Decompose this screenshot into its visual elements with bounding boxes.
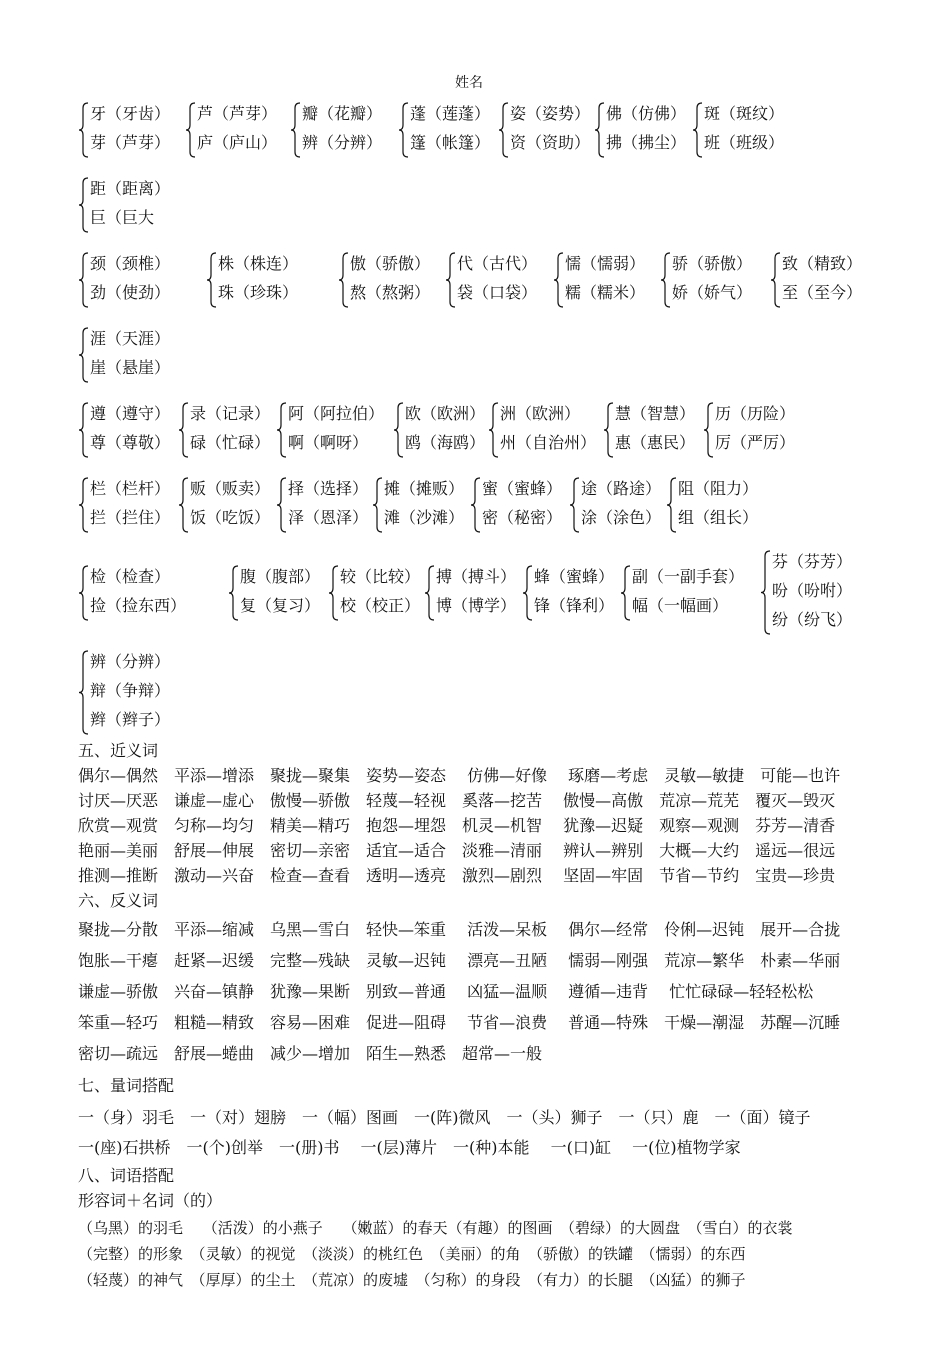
char-group-line: 腹（腹部） bbox=[240, 567, 321, 586]
char-group-line: 拂（拂尘） bbox=[606, 133, 687, 152]
char-group-line: 州（自治州） bbox=[500, 433, 597, 452]
brace-icon bbox=[372, 476, 384, 534]
section-antonyms-title: 六、反义词 bbox=[78, 891, 159, 910]
brace-icon bbox=[78, 176, 90, 234]
brace-icon bbox=[78, 564, 90, 622]
char-group-line: 较（比较） bbox=[340, 567, 421, 586]
brace-icon bbox=[703, 401, 715, 459]
char-group-line: 代（古代） bbox=[457, 254, 538, 273]
section-measure-words-title: 七、量词搭配 bbox=[78, 1076, 175, 1095]
char-group-line: 姿（姿势） bbox=[510, 104, 591, 123]
char-group-line: 熬（熬粥） bbox=[350, 283, 431, 302]
char-group-line: 副（一副手套） bbox=[632, 567, 745, 586]
antonym-line: 饱胀—干瘪 赶紧—迟缓 完整—残缺 灵敏—迟钝 漂亮—丑陋 懦弱—刚强 荒凉—繁华 朴素—华丽 bbox=[78, 951, 841, 970]
char-group-line: 斑（斑纹） bbox=[704, 104, 785, 123]
char-group-line: 厉（严厉） bbox=[715, 433, 796, 452]
char-group-line: 袋（口袋） bbox=[457, 283, 538, 302]
char-group-line: 辫（辫子） bbox=[90, 710, 171, 729]
char-group-line: 劲（使劲） bbox=[90, 283, 171, 302]
char-group-line: 碌（忙碌） bbox=[190, 433, 271, 452]
char-group-line: 贩（贩卖） bbox=[190, 479, 271, 498]
char-group-line: 糯（糯米） bbox=[565, 283, 646, 302]
char-group-line: 崖（悬崖） bbox=[90, 358, 171, 377]
char-group-line: 密（秘密） bbox=[482, 508, 563, 527]
measure-word-line: 一(座)石拱桥 一(个)创举 一(册)书 一(层)薄片 一(种)本能 一(口)缸 一(位)植物学家 bbox=[78, 1138, 741, 1157]
char-group-line: 欧（欧洲） bbox=[405, 404, 486, 423]
char-group-line: 庐（庐山） bbox=[197, 133, 278, 152]
char-group-line: 检（检查） bbox=[90, 567, 171, 586]
char-group-line: 篷（帐篷） bbox=[410, 133, 491, 152]
brace-icon bbox=[393, 401, 405, 459]
char-group-line: 芬（芬芳） bbox=[772, 552, 853, 571]
char-group-line: 芦（芦芽） bbox=[197, 104, 278, 123]
char-group-line: 组（组长） bbox=[678, 508, 759, 527]
section-collocations-title: 八、词语搭配 bbox=[78, 1166, 175, 1185]
char-group-line: 择（选择） bbox=[288, 479, 369, 498]
char-group-line: 遵（遵守） bbox=[90, 404, 171, 423]
char-group-line: 距（距离） bbox=[90, 179, 171, 198]
brace-icon bbox=[398, 101, 410, 159]
brace-icon bbox=[470, 476, 482, 534]
brace-icon bbox=[666, 476, 678, 534]
char-group-line: 啊（啊呀） bbox=[288, 433, 369, 452]
char-group-line: 博（博学） bbox=[436, 596, 517, 615]
char-group-line: 拦（拦住） bbox=[90, 508, 171, 527]
char-group-line: 涂（涂色） bbox=[581, 508, 662, 527]
char-group-line: 蜜（蜜蜂） bbox=[482, 479, 563, 498]
char-group-line: 蜂（蜜蜂） bbox=[534, 567, 615, 586]
char-group-line: 娇（娇气） bbox=[672, 283, 753, 302]
synonym-line: 偶尔—偶然 平添—增添 聚拢—聚集 姿势—姿态 仿佛—好像 琢磨—考虑 灵敏—敏捷 可能—也许 bbox=[78, 766, 841, 785]
synonym-line: 艳丽—美丽 舒展—伸展 密切—亲密 适宜—适合 淡雅—清丽 辨认—辨别 大概—大约 遥远—很远 bbox=[78, 841, 836, 860]
brace-icon bbox=[445, 251, 457, 309]
char-group-line: 辨（分辨） bbox=[302, 133, 383, 152]
brace-icon bbox=[78, 101, 90, 159]
brace-icon bbox=[276, 401, 288, 459]
char-group-line: 惠（惠民） bbox=[615, 433, 696, 452]
char-group-line: 蓬（莲蓬） bbox=[410, 104, 491, 123]
brace-icon bbox=[178, 476, 190, 534]
char-group-line: 饭（吃饭） bbox=[190, 508, 271, 527]
brace-icon bbox=[760, 549, 772, 636]
char-group-line: 颈（颈椎） bbox=[90, 254, 171, 273]
char-group-line: 捡（捡东西） bbox=[90, 596, 187, 615]
char-group-line: 傲（骄傲） bbox=[350, 254, 431, 273]
brace-icon bbox=[290, 101, 302, 159]
char-group-line: 至（至今） bbox=[782, 283, 863, 302]
measure-word-line: 一（身）羽毛 一（对）翅膀 一（幅）图画 一(阵)微风 一（头）狮子 一（只）鹿 一（面）镜子 bbox=[78, 1108, 811, 1127]
char-group-line: 佛（仿佛） bbox=[606, 104, 687, 123]
char-group-line: 巨（巨大 bbox=[90, 208, 155, 227]
char-group-line: 纷（纷飞） bbox=[772, 610, 853, 629]
char-group-line: 慧（智慧） bbox=[615, 404, 696, 423]
brace-icon bbox=[78, 649, 90, 736]
brace-icon bbox=[228, 564, 240, 622]
collocation-line: （轻蔑）的神气 （厚厚）的尘土 （荒凉）的废墟 （匀称）的身段 （有力）的长腿 （凶猛）的狮子 bbox=[78, 1271, 746, 1289]
char-group-line: 栏（栏杆） bbox=[90, 479, 171, 498]
char-group-line: 懦（懦弱） bbox=[565, 254, 646, 273]
brace-icon bbox=[185, 101, 197, 159]
brace-icon bbox=[620, 564, 632, 622]
char-group-line: 校（校正） bbox=[340, 596, 421, 615]
brace-icon bbox=[78, 476, 90, 534]
synonym-line: 讨厌—厌恶 谦虚—虚心 傲慢—骄傲 轻蔑—轻视 奚落—挖苦 傲慢—高傲 荒凉—荒芜 覆灭—毁灭 bbox=[78, 791, 836, 810]
brace-icon bbox=[553, 251, 565, 309]
brace-icon bbox=[498, 101, 510, 159]
brace-icon bbox=[78, 401, 90, 459]
antonym-line: 聚拢—分散 平添—缩减 乌黑—雪白 轻快—笨重 活泼—呆板 偶尔—经常 伶俐—迟钝 展开—合拢 bbox=[78, 920, 841, 939]
char-group-line: 骄（骄傲） bbox=[672, 254, 753, 273]
char-group-line: 泽（恩泽） bbox=[288, 508, 369, 527]
char-group-line: 滩（沙滩） bbox=[384, 508, 465, 527]
brace-icon bbox=[660, 251, 672, 309]
brace-icon bbox=[594, 101, 606, 159]
char-group-line: 辨（分辨） bbox=[90, 652, 171, 671]
brace-icon bbox=[770, 251, 782, 309]
collocation-line: （完整）的形象 （灵敏）的视觉 （淡淡）的桃红色 （美丽）的角 （骄傲）的铁罐 （懦弱）的东西 bbox=[78, 1245, 746, 1263]
char-group-line: 涯（天涯） bbox=[90, 329, 171, 348]
char-group-line: 摊（摊贩） bbox=[384, 479, 465, 498]
char-group-line: 阻（阻力） bbox=[678, 479, 759, 498]
antonym-line: 笨重—轻巧 粗糙—精致 容易—困难 促进—阻碍 节省—浪费 普通—特殊 干燥—潮湿 苏醒—沉睡 bbox=[78, 1013, 841, 1032]
char-group-line: 吩（吩咐） bbox=[772, 581, 853, 600]
brace-icon bbox=[338, 251, 350, 309]
char-group-line: 洲（欧洲） bbox=[500, 404, 581, 423]
char-group-line: 班（班级） bbox=[704, 133, 785, 152]
char-group-line: 途（路途） bbox=[581, 479, 662, 498]
char-group-line: 阿（阿拉伯） bbox=[288, 404, 385, 423]
char-group-line: 牙（牙齿） bbox=[90, 104, 171, 123]
brace-icon bbox=[276, 476, 288, 534]
char-group-line: 芽（芦芽） bbox=[90, 133, 171, 152]
char-group-line: 幅（一幅画） bbox=[632, 596, 729, 615]
name-label: 姓名 bbox=[455, 75, 483, 91]
brace-icon bbox=[78, 251, 90, 309]
synonym-line: 欣赏—观赏 匀称—均匀 精美—精巧 抱怨—埋怨 机灵—机智 犹豫—迟疑 观察—观测 芬芳—清香 bbox=[78, 816, 836, 835]
section-synonyms-title: 五、近义词 bbox=[78, 741, 159, 760]
char-group-line: 致（精致） bbox=[782, 254, 863, 273]
char-group-line: 瓣（花瓣） bbox=[302, 104, 383, 123]
brace-icon bbox=[603, 401, 615, 459]
synonym-line: 推测—推断 激动—兴奋 检查—查看 透明—透亮 激烈—剧烈 坚固—牢固 节省—节约 宝贵—珍贵 bbox=[78, 866, 836, 885]
brace-icon bbox=[569, 476, 581, 534]
char-group-line: 锋（锋利） bbox=[534, 596, 615, 615]
collocations-subtitle: 形容词＋名词（的） bbox=[78, 1191, 223, 1210]
char-group-line: 尊（尊敬） bbox=[90, 433, 171, 452]
brace-icon bbox=[178, 401, 190, 459]
char-group-line: 资（资助） bbox=[510, 133, 591, 152]
brace-icon bbox=[522, 564, 534, 622]
char-group-line: 历（历险） bbox=[715, 404, 796, 423]
brace-icon bbox=[78, 326, 90, 384]
char-group-line: 录（记录） bbox=[190, 404, 271, 423]
char-group-line: 搏（搏斗） bbox=[436, 567, 517, 586]
antonym-line: 谦虚—骄傲 兴奋—镇静 犹豫—果断 别致—普通 凶猛—温顺 遵循—违背 忙忙碌碌—轻轻松松 bbox=[78, 982, 814, 1001]
char-group-line: 辩（争辩） bbox=[90, 681, 171, 700]
brace-icon bbox=[488, 401, 500, 459]
brace-icon bbox=[328, 564, 340, 622]
collocation-line: （乌黑）的羽毛 （活泼）的小燕子 （嫩蓝）的春天（有趣）的图画 （碧绿）的大圆盘 （雪白）的衣裳 bbox=[78, 1219, 793, 1237]
brace-icon bbox=[692, 101, 704, 159]
char-group-line: 鸥（海鸥） bbox=[405, 433, 486, 452]
char-group-line: 珠（珍珠） bbox=[218, 283, 299, 302]
antonym-line: 密切—疏远 舒展—蜷曲 减少—增加 陌生—熟悉 超常—一般 bbox=[78, 1044, 543, 1063]
brace-icon bbox=[424, 564, 436, 622]
char-group-line: 复（复习） bbox=[240, 596, 321, 615]
char-group-line: 株（株连） bbox=[218, 254, 299, 273]
brace-icon bbox=[206, 251, 218, 309]
